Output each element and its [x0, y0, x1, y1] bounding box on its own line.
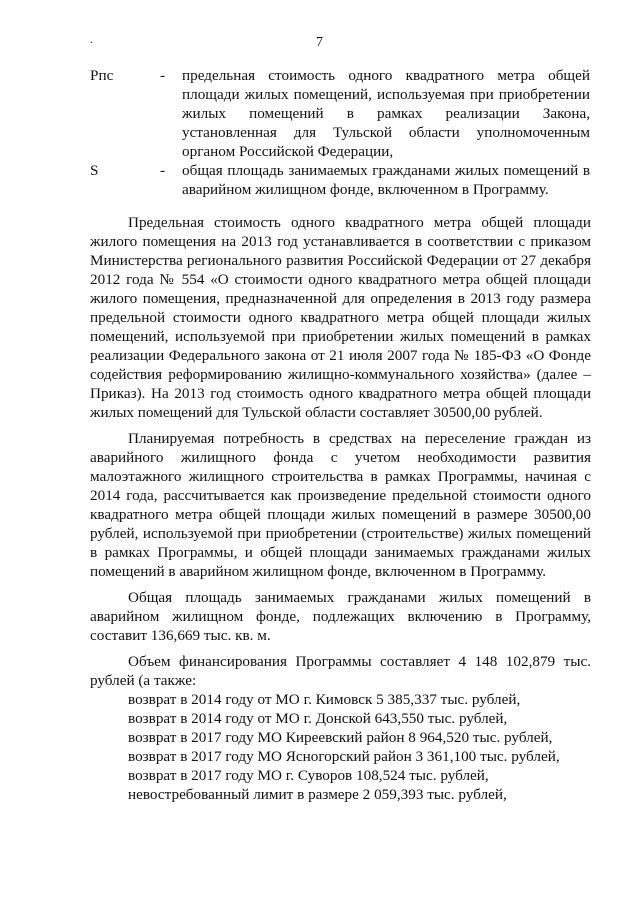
list-item: невостребованный лимит в размере 2 059,393 тыс. рублей, [128, 786, 507, 803]
definition-symbol: Рпс [90, 67, 114, 84]
definition-item [90, 66, 590, 161]
list-item: возврат в 2014 году от МО г. Кимовск 5 385,337 тыс. рублей, [128, 691, 521, 708]
paragraph: Планируемая потребность в средствах на переселение граждан из аварийного жилищного фонда с учетом необходимости развития малоэтажного жилищного строительства в рамках Программы, начиная с 2014 года, рассчитывается как произведение предельной стоимости одного квадратного метра общей площади жилых помещений в размере 30500,00 рублей, используемой при приобретении (строительстве) жилых помещений в рамках Программы, и общей площади занимаемых гражданами жилых помещений в аварийном жилищном фонде, включенном в Программу. [90, 430, 591, 580]
definition-dash: - [160, 67, 166, 84]
list-item: возврат в 2017 году МО Киреевский район 8 964,520 тыс. рублей, [128, 729, 553, 746]
funding-list [90, 690, 591, 804]
paragraph: Объем финансирования Программы составляет 4 148 102,879 тыс. рублей (а также: [90, 653, 591, 689]
definition-text: предельная стоимость одного квадратного метра общей площади жилых помещений, используемая при приобретении жилых помещений в рамках реализации Закона, установленная для Тульской области уполномоченным органом Российской Федерации, [182, 67, 590, 160]
definitions-list [90, 66, 590, 199]
corner-mark: . [90, 32, 93, 46]
body-text [90, 213, 591, 804]
list-item: возврат в 2014 году от МО г. Донской 643,550 тыс. рублей, [128, 710, 508, 727]
list-item: возврат в 2017 году МО Ясногорский район 3 361,100 тыс. рублей, [128, 748, 560, 765]
list-item: возврат в 2017 году МО г. Суворов 108,524 тыс. рублей, [128, 767, 489, 784]
paragraph: Предельная стоимость одного квадратного метра общей площади жилого помещения на 2013 год устанавливается в соответствии с приказом Министерства регионального развития Российской Федерации от 27 декабря 2012 года № 554 «О стоимости одного квадратного метра общей площади жилого помещения, предназначенной для определения в 2013 году размера предельной стоимости одного квадратного метра общей площади жилых помещений, используемой при приобретении жилых помещений в рамках реализации Федерального закона от 21 июля 2007 года № 185-ФЗ «О Фонде содействия реформированию жилищно-коммунального хозяйства» (далее – Приказ). На 2013 год стоимость одного квадратного метра общей площади жилых помещений для Тульской области составляет 30500,00 рублей. [90, 214, 591, 421]
definition-item [90, 161, 590, 199]
paragraph: Общая площадь занимаемых гражданами жилых помещений в аварийном жилищном фонде, подлежащих включению в Программу, составит 136,669 тыс. кв. м. [90, 589, 591, 644]
definition-symbol: S [90, 162, 99, 179]
definition-text: общая площадь занимаемых гражданами жилых помещений в аварийном жилищном фонде, включенном в Программу. [182, 162, 590, 198]
definition-dash: - [160, 162, 166, 179]
page-number: 7 [316, 35, 323, 50]
